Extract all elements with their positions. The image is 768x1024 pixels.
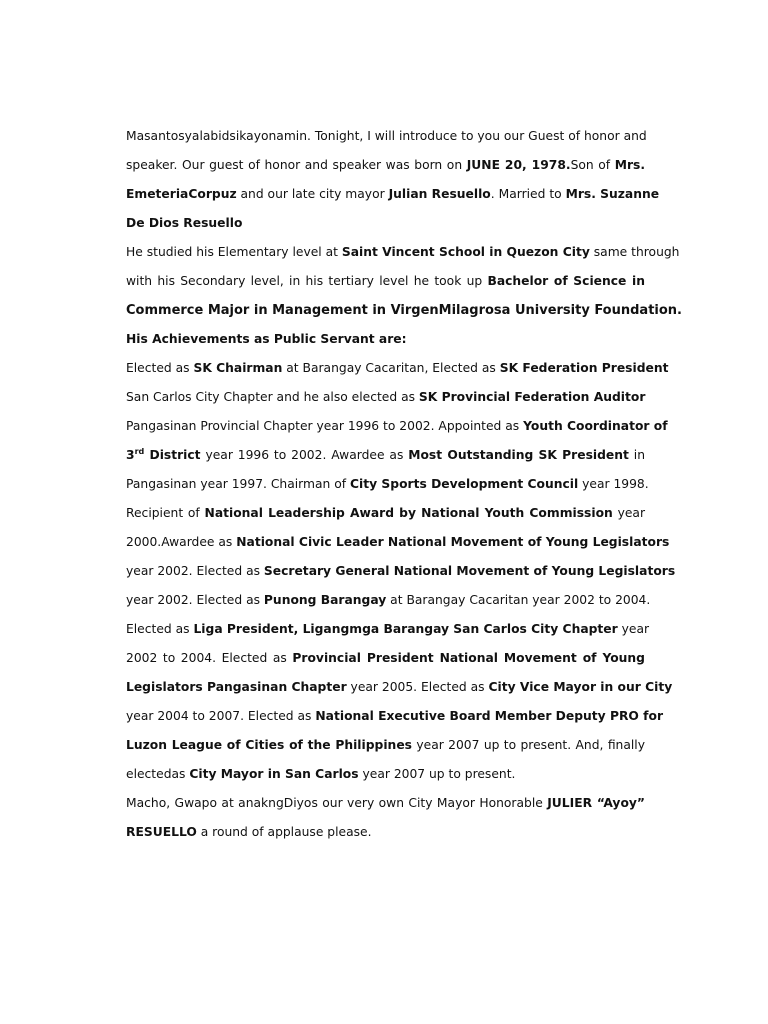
bold-text: Commerce Major in Management in VirgenMilagrosa University Foundation. — [126, 303, 682, 318]
bold-text: EmeteriaCorpuz — [126, 187, 237, 201]
bold-text: Luzon League of Cities of the Philippines — [126, 738, 412, 752]
text-run: in — [628, 448, 645, 462]
text-run: at Barangay Cacaritan, Elected as — [282, 361, 500, 375]
bold-text: RESUELLO — [126, 825, 197, 839]
bold-text: City Vice Mayor in our City — [488, 680, 673, 694]
text-run: Pangasinan Provincial Chapter year 1996 to 2002. Appointed as — [126, 419, 524, 433]
text-run: year 2007 up to present. — [358, 767, 516, 781]
text-run: at Barangay Cacaritan year 2002 to 2004. — [386, 593, 651, 607]
text-run: year — [612, 506, 645, 520]
text-line — [126, 412, 668, 441]
bold-text: Liga President, Ligangmga Barangay San Carlos City Chapter — [193, 622, 618, 636]
text-line — [126, 383, 645, 412]
text-run: San Carlos City Chapter and he also elected as — [126, 390, 419, 404]
text-line — [126, 470, 649, 499]
text-line — [126, 296, 682, 325]
paragraph — [126, 789, 645, 847]
paragraph — [126, 238, 682, 325]
text-run: electedas — [126, 767, 190, 781]
text-line — [126, 818, 645, 847]
bold-text: Saint Vincent School in Quezon City — [341, 245, 590, 259]
text-line — [126, 499, 645, 528]
text-run: year 2004 to 2007. Elected as — [126, 709, 316, 723]
bold-text: Youth Coordinator of — [523, 419, 668, 433]
text-line — [126, 702, 664, 731]
bold-text: 3 — [126, 448, 135, 462]
bold-text: National Civic Leader National Movement of Young Legislators — [236, 535, 670, 549]
text-run: Pangasinan year 1997. Chairman of — [126, 477, 350, 491]
text-run: Macho, Gwapo at anakngDiyos our very own City Mayor Honorable — [126, 796, 548, 810]
text-run: a round of applause please. — [196, 825, 372, 839]
text-line — [126, 760, 645, 789]
text-line — [126, 441, 645, 470]
text-line — [126, 238, 680, 267]
bold-text: SK Provincial Federation Auditor — [418, 390, 646, 404]
text-line — [126, 789, 645, 818]
text-line — [126, 615, 650, 644]
text-run: same through — [589, 245, 680, 259]
text-line — [126, 151, 645, 180]
text-line — [126, 325, 645, 354]
text-run: Recipient of — [126, 506, 205, 520]
text-run: Elected as — [126, 361, 194, 375]
text-line — [126, 586, 651, 615]
superscript: rd — [134, 447, 145, 456]
text-line — [126, 267, 645, 296]
bold-text: Secretary General National Movement of Young Legislators — [263, 564, 676, 578]
paragraph — [126, 122, 660, 238]
bold-text: SK Chairman — [193, 361, 283, 375]
text-run: year 1998. — [578, 477, 649, 491]
bold-text: Legislators Pangasinan Chapter — [126, 680, 347, 694]
text-run: year 2007 up to present. And, finally — [411, 738, 645, 752]
bold-text: JUNE 20, 1978. — [466, 158, 571, 172]
text-line — [126, 180, 660, 209]
text-line — [126, 644, 645, 673]
bold-text: Bachelor of Science in — [487, 274, 645, 288]
text-run: year 2002. Elected as — [126, 593, 264, 607]
text-line — [126, 673, 673, 702]
text-run: year 2005. Elected as — [346, 680, 489, 694]
paragraph — [126, 354, 676, 789]
bold-text: National Executive Board Member Deputy PRO for — [315, 709, 664, 723]
text-line — [126, 122, 645, 151]
text-run: year — [617, 622, 650, 636]
bold-text: Punong Barangay — [263, 593, 387, 607]
text-run: Masantosyalabidsikayonamin. Tonight, I will introduce to you our Guest of honor and — [126, 129, 647, 143]
bold-text: Provincial President National Movement of Young — [292, 651, 645, 665]
bold-text: Julian Resuello — [388, 187, 491, 201]
text-run: speaker. Our guest of honor and speaker was born on — [126, 158, 467, 172]
text-run: and our late city mayor — [236, 187, 389, 201]
bold-text: De Dios Resuello — [126, 216, 243, 230]
paragraph — [126, 325, 645, 354]
bold-text: National Leadership Award by National Youth Commission — [204, 506, 613, 520]
text-run: with his Secondary level, in his tertiary level he took up — [126, 274, 488, 288]
text-line — [126, 731, 645, 760]
text-line — [126, 354, 669, 383]
bold-text: JULIER “Ayoy” — [547, 796, 645, 810]
bold-text: District — [144, 448, 201, 462]
text-line — [126, 528, 670, 557]
text-run: Son of — [570, 158, 615, 172]
text-run: year 2002. Elected as — [126, 564, 264, 578]
document-page — [126, 122, 682, 847]
text-line — [126, 209, 645, 238]
text-run: Elected as — [126, 622, 194, 636]
text-run: . Married to — [490, 187, 566, 201]
text-run: 2000.Awardee as — [126, 535, 237, 549]
text-run: year 1996 to 2002. Awardee as — [200, 448, 409, 462]
bold-text: Most Outstanding SK President — [408, 448, 629, 462]
bold-text: His Achievements as Public Servant are: — [126, 332, 407, 346]
bold-text: Mrs. Suzanne — [565, 187, 660, 201]
text-run: 2002 to 2004. Elected as — [126, 651, 293, 665]
bold-text: SK Federation President — [499, 361, 669, 375]
bold-text: City Mayor in San Carlos — [189, 767, 359, 781]
text-line — [126, 557, 676, 586]
bold-text: City Sports Development Council — [350, 477, 579, 491]
bold-text: Mrs. — [614, 158, 645, 172]
text-run: He studied his Elementary level at — [126, 245, 342, 259]
